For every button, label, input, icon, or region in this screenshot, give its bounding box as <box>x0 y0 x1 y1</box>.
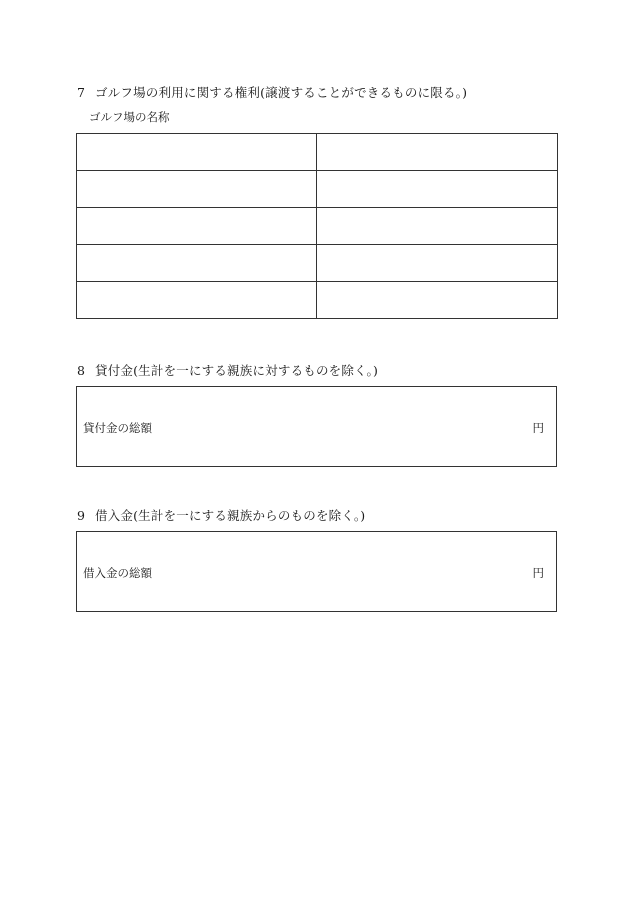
borrowings-total-label: 借入金の総額 <box>83 566 152 580</box>
section-8-title: 貸付金(生計を一にする親族に対するものを除く。) <box>95 363 379 378</box>
section-7-number: 7 <box>77 85 86 100</box>
golf-course-name-cell[interactable] <box>77 245 317 282</box>
table-row <box>77 282 558 319</box>
table-row <box>77 134 558 171</box>
golf-course-table <box>76 133 558 319</box>
section-9-number: 9 <box>77 508 86 523</box>
table-row <box>77 208 558 245</box>
golf-course-detail-cell[interactable] <box>317 245 558 282</box>
yen-unit-label: 円 <box>532 566 544 580</box>
section-8-heading <box>77 361 378 379</box>
section-7-title: ゴルフ場の利用に関する権利(譲渡することができるものに限る。) <box>95 85 468 100</box>
loans-receivable-total-label: 貸付金の総額 <box>83 421 152 435</box>
borrowings-total-box[interactable] <box>76 531 557 612</box>
loans-receivable-total-box[interactable] <box>76 386 557 467</box>
golf-course-name-cell[interactable] <box>77 171 317 208</box>
golf-course-detail-cell[interactable] <box>317 134 558 171</box>
golf-course-detail-cell[interactable] <box>317 171 558 208</box>
section-8-number: 8 <box>77 363 86 378</box>
golf-course-detail-cell[interactable] <box>317 208 558 245</box>
golf-course-detail-cell[interactable] <box>317 282 558 319</box>
golf-course-name-label: ゴルフ場の名称 <box>89 110 170 124</box>
golf-course-name-cell[interactable] <box>77 282 317 319</box>
golf-course-name-cell[interactable] <box>77 134 317 171</box>
golf-course-name-cell[interactable] <box>77 208 317 245</box>
table-row <box>77 171 558 208</box>
section-7-heading <box>77 83 467 101</box>
section-9-heading <box>77 506 365 524</box>
section-9-title: 借入金(生計を一にする親族からのものを除く。) <box>95 508 366 523</box>
table-row <box>77 245 558 282</box>
yen-unit-label: 円 <box>532 421 544 435</box>
